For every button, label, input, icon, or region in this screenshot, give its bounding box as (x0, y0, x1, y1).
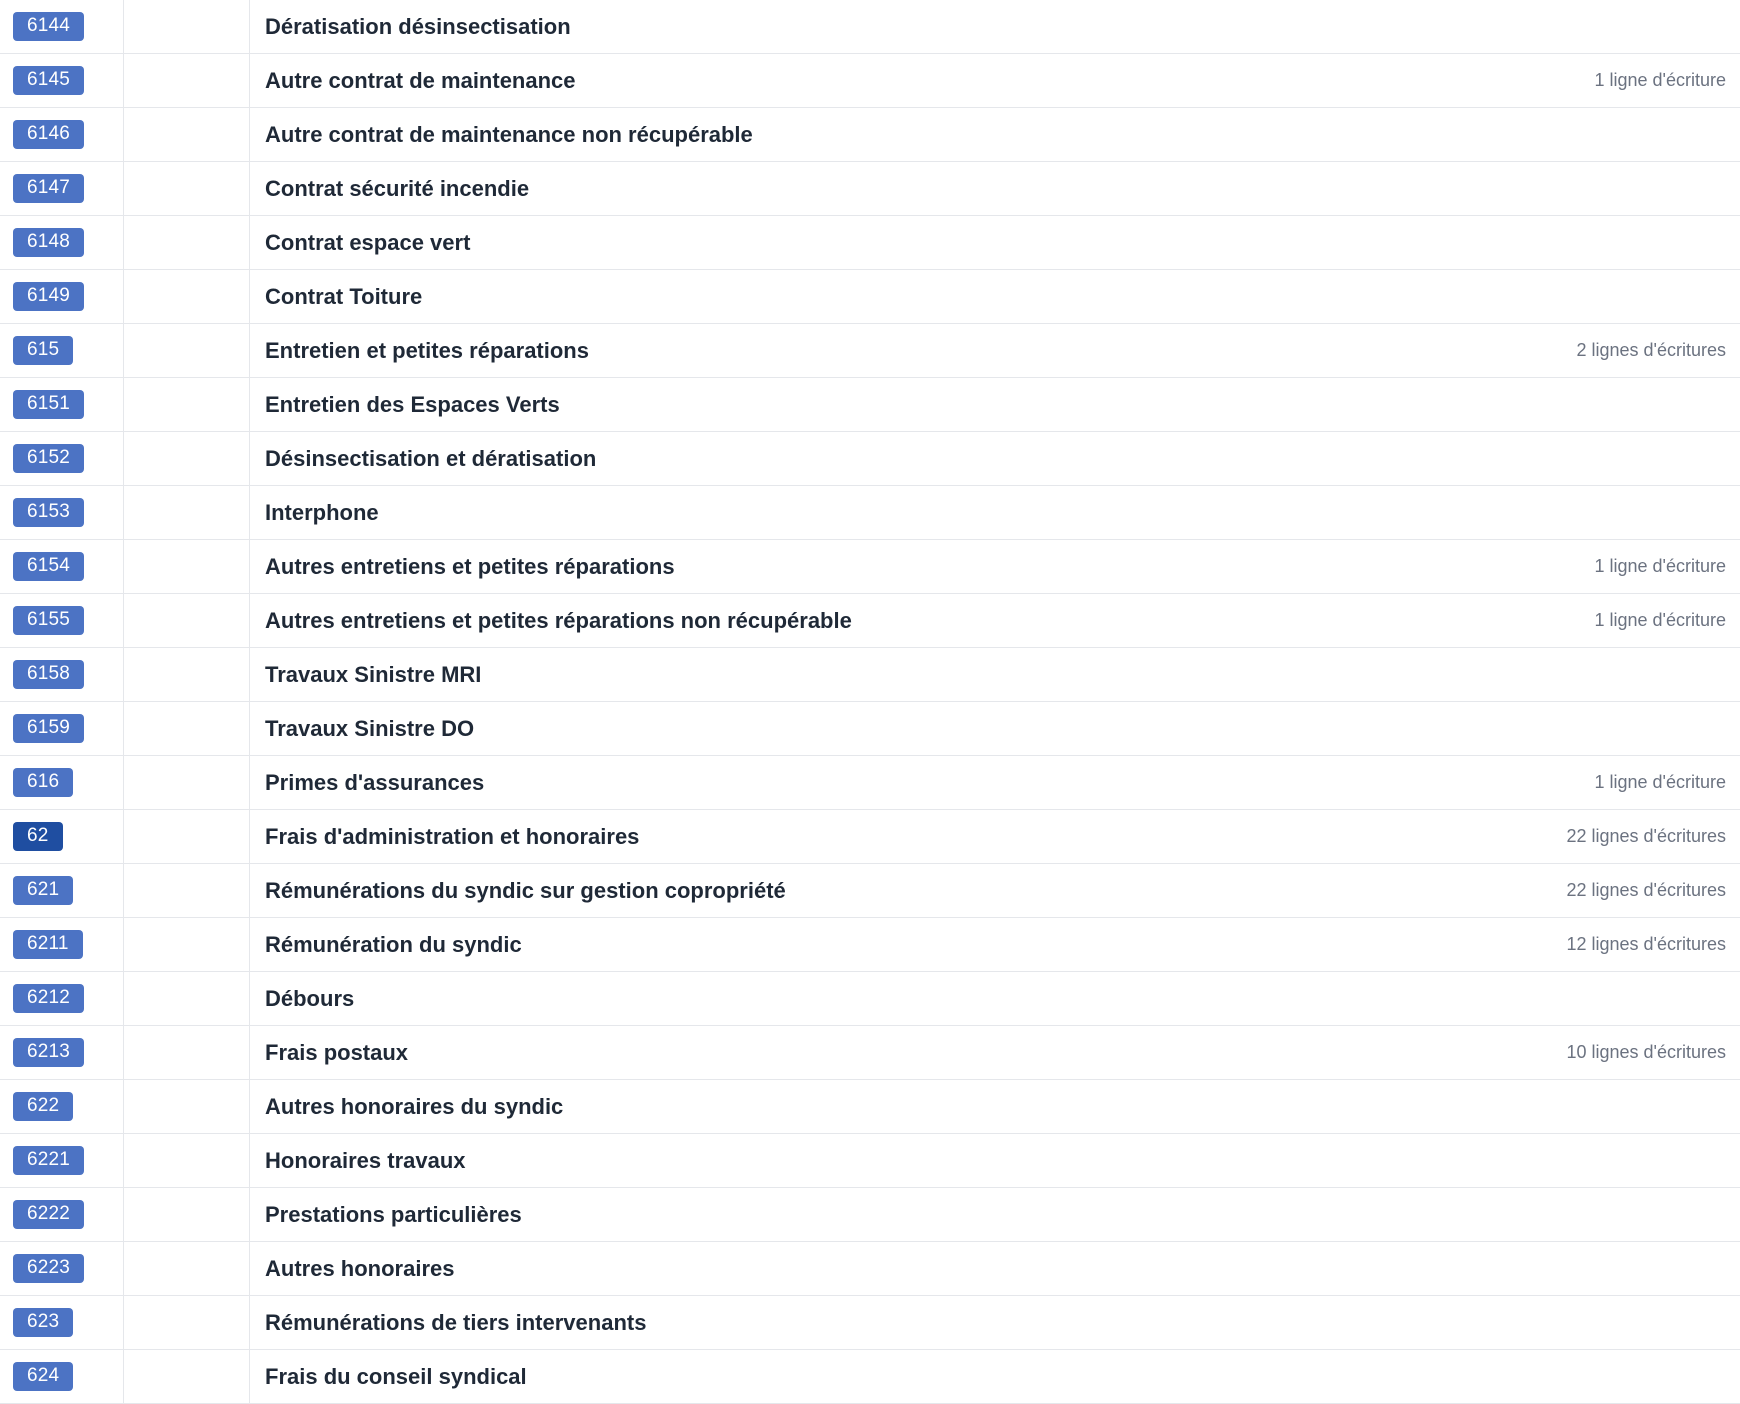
account-code-cell (0, 918, 124, 972)
account-label-cell (250, 108, 1427, 162)
empty-cell (124, 0, 250, 54)
account-label-cell (250, 864, 1427, 918)
account-code-badge: 6155 (13, 606, 84, 635)
account-code-badge: 6151 (13, 390, 84, 419)
account-label-cell (250, 1080, 1427, 1134)
account-row[interactable] (0, 54, 1740, 108)
account-code-badge: 6148 (13, 228, 84, 257)
account-code-badge: 6146 (13, 120, 84, 149)
account-code-badge: 6147 (13, 174, 84, 203)
account-label-cell (250, 972, 1427, 1026)
account-code-cell (0, 594, 124, 648)
account-row[interactable] (0, 324, 1740, 378)
entries-count-cell (1426, 0, 1740, 54)
account-label-cell (250, 324, 1427, 378)
account-label: Primes d'assurances (265, 769, 485, 795)
account-row[interactable] (0, 972, 1740, 1026)
account-code-badge: 616 (13, 768, 73, 797)
entries-count-cell (1426, 540, 1740, 594)
empty-cell (124, 324, 250, 378)
account-label: Travaux Sinistre DO (265, 715, 475, 741)
entries-count: 1 ligne d'écriture (1594, 556, 1726, 576)
entries-count-cell (1426, 648, 1740, 702)
account-code-cell (0, 1296, 124, 1350)
empty-cell (124, 1188, 250, 1242)
account-label-cell (250, 432, 1427, 486)
account-label: Travaux Sinistre MRI (265, 661, 482, 687)
entries-count: 1 ligne d'écriture (1594, 610, 1726, 630)
account-label-cell (250, 486, 1427, 540)
empty-cell (124, 1026, 250, 1080)
account-label-cell (250, 378, 1427, 432)
empty-cell (124, 162, 250, 216)
account-code-badge: 6158 (13, 660, 84, 689)
account-label-cell (250, 54, 1427, 108)
account-label-cell (250, 1242, 1427, 1296)
account-code-badge: 6159 (13, 714, 84, 743)
account-code-cell (0, 1350, 124, 1404)
empty-cell (124, 1134, 250, 1188)
account-code-cell (0, 162, 124, 216)
account-code-badge: 6222 (13, 1200, 84, 1229)
account-label-cell (250, 1188, 1427, 1242)
account-code-badge: 6211 (13, 930, 83, 959)
empty-cell (124, 270, 250, 324)
account-label: Frais d'administration et honoraires (265, 823, 640, 849)
account-code-badge: 6152 (13, 444, 84, 473)
account-row[interactable] (0, 864, 1740, 918)
account-row[interactable] (0, 594, 1740, 648)
empty-cell (124, 972, 250, 1026)
entries-count-cell (1426, 1134, 1740, 1188)
account-label: Rémunérations de tiers intervenants (265, 1309, 647, 1335)
account-label-cell (250, 216, 1427, 270)
account-label: Rémunération du syndic (265, 931, 522, 957)
entries-count-cell (1426, 1026, 1740, 1080)
empty-cell (124, 648, 250, 702)
account-code-badge: 6213 (13, 1038, 84, 1067)
account-row[interactable] (0, 1080, 1740, 1134)
account-label-cell (250, 1350, 1427, 1404)
entries-count-cell (1426, 1350, 1740, 1404)
account-code-cell (0, 108, 124, 162)
entries-count: 1 ligne d'écriture (1594, 70, 1726, 90)
account-code-badge: 6153 (13, 498, 84, 527)
account-label: Contrat sécurité incendie (265, 175, 530, 201)
entries-count-cell (1426, 486, 1740, 540)
account-row[interactable] (0, 918, 1740, 972)
account-row[interactable] (0, 432, 1740, 486)
entries-count-cell (1426, 918, 1740, 972)
empty-cell (124, 864, 250, 918)
empty-cell (124, 216, 250, 270)
entries-count-cell (1426, 702, 1740, 756)
account-row[interactable] (0, 1026, 1740, 1080)
empty-cell (124, 1242, 250, 1296)
entries-count-cell (1426, 108, 1740, 162)
account-label: Débours (265, 985, 355, 1011)
entries-count-cell (1426, 972, 1740, 1026)
entries-count-cell (1426, 594, 1740, 648)
account-code-badge: 615 (13, 336, 73, 365)
account-row[interactable] (0, 1242, 1740, 1296)
account-code-cell (0, 54, 124, 108)
account-row[interactable] (0, 1188, 1740, 1242)
entries-count-cell (1426, 216, 1740, 270)
account-code-badge: 6145 (13, 66, 84, 95)
account-code-cell (0, 0, 124, 54)
account-label-cell (250, 1296, 1427, 1350)
account-label-cell (250, 0, 1427, 54)
account-code-badge: 6144 (13, 12, 84, 41)
entries-count-cell (1426, 324, 1740, 378)
account-row[interactable] (0, 1134, 1740, 1188)
account-code-badge: 6221 (13, 1146, 84, 1175)
entries-count: 10 lignes d'écritures (1566, 1042, 1726, 1062)
account-label: Prestations particulières (265, 1201, 522, 1227)
account-row[interactable] (0, 0, 1740, 54)
account-code-cell (0, 378, 124, 432)
account-label: Rémunérations du syndic sur gestion copropriété (265, 877, 786, 903)
empty-cell (124, 54, 250, 108)
account-label: Autre contrat de maintenance non récupérable (265, 121, 753, 147)
entries-count-cell (1426, 864, 1740, 918)
account-label-cell (250, 594, 1427, 648)
account-label: Autre contrat de maintenance (265, 67, 576, 93)
account-code-badge: 6149 (13, 282, 84, 311)
empty-cell (124, 756, 250, 810)
entries-count: 2 lignes d'écritures (1576, 340, 1726, 360)
entries-count: 22 lignes d'écritures (1566, 826, 1726, 846)
account-label: Frais postaux (265, 1039, 409, 1065)
entries-count-cell (1426, 54, 1740, 108)
empty-cell (124, 378, 250, 432)
account-label: Entretien et petites réparations (265, 337, 589, 363)
account-label: Contrat espace vert (265, 229, 471, 255)
account-label-cell (250, 810, 1427, 864)
empty-cell (124, 108, 250, 162)
account-code-badge: 621 (13, 876, 73, 905)
account-code-cell (0, 1242, 124, 1296)
empty-cell (124, 810, 250, 864)
account-code-cell (0, 1080, 124, 1134)
account-code-cell (0, 702, 124, 756)
account-code-cell (0, 1188, 124, 1242)
empty-cell (124, 918, 250, 972)
account-label-cell (250, 1026, 1427, 1080)
entries-count-cell (1426, 1080, 1740, 1134)
entries-count-cell (1426, 270, 1740, 324)
entries-count-cell (1426, 162, 1740, 216)
account-label: Entretien des Espaces Verts (265, 391, 560, 417)
account-row[interactable] (0, 162, 1740, 216)
account-code-cell (0, 1026, 124, 1080)
account-label: Contrat Toiture (265, 283, 423, 309)
account-row[interactable] (0, 486, 1740, 540)
account-code-cell (0, 270, 124, 324)
account-code-cell (0, 1134, 124, 1188)
account-label-cell (250, 162, 1427, 216)
entries-count-cell (1426, 378, 1740, 432)
account-row[interactable] (0, 378, 1740, 432)
account-label-cell (250, 540, 1427, 594)
account-row[interactable] (0, 1296, 1740, 1350)
account-label-cell (250, 270, 1427, 324)
account-code-badge: 622 (13, 1092, 73, 1121)
account-row[interactable] (0, 540, 1740, 594)
entries-count-cell (1426, 756, 1740, 810)
empty-cell (124, 540, 250, 594)
account-code-cell (0, 864, 124, 918)
empty-cell (124, 594, 250, 648)
account-code-cell (0, 972, 124, 1026)
account-code-cell (0, 324, 124, 378)
account-label-cell (250, 1134, 1427, 1188)
empty-cell (124, 1080, 250, 1134)
account-row[interactable] (0, 1350, 1740, 1404)
entries-count: 1 ligne d'écriture (1594, 772, 1726, 792)
account-code-badge: 624 (13, 1362, 73, 1391)
entries-count-cell (1426, 1242, 1740, 1296)
account-code-cell (0, 216, 124, 270)
account-label-cell (250, 648, 1427, 702)
account-row[interactable] (0, 756, 1740, 810)
account-row[interactable] (0, 216, 1740, 270)
account-label: Autres honoraires du syndic (265, 1093, 564, 1119)
entries-count: 12 lignes d'écritures (1566, 934, 1726, 954)
account-label: Dératisation désinsectisation (265, 13, 571, 39)
account-label: Autres entretiens et petites réparations (265, 553, 675, 579)
account-code-cell (0, 486, 124, 540)
account-row[interactable] (0, 648, 1740, 702)
empty-cell (124, 1296, 250, 1350)
account-code-cell (0, 540, 124, 594)
empty-cell (124, 702, 250, 756)
empty-cell (124, 486, 250, 540)
entries-count-cell (1426, 1188, 1740, 1242)
empty-cell (124, 432, 250, 486)
account-label: Frais du conseil syndical (265, 1363, 527, 1389)
account-label-cell (250, 918, 1427, 972)
account-code-badge: 62 (13, 822, 63, 851)
account-label-cell (250, 756, 1427, 810)
entries-count: 22 lignes d'écritures (1566, 880, 1726, 900)
account-label-cell (250, 702, 1427, 756)
account-code-badge: 623 (13, 1308, 73, 1337)
account-label: Désinsectisation et dératisation (265, 445, 597, 471)
account-code-cell (0, 810, 124, 864)
empty-cell (124, 1350, 250, 1404)
account-label: Autres entretiens et petites réparations non récupérable (265, 607, 852, 633)
account-code-badge: 6212 (13, 984, 84, 1013)
account-code-badge: 6223 (13, 1254, 84, 1283)
entries-count-cell (1426, 810, 1740, 864)
account-row[interactable] (0, 702, 1740, 756)
account-code-cell (0, 648, 124, 702)
account-row[interactable] (0, 108, 1740, 162)
account-label: Autres honoraires (265, 1255, 455, 1281)
account-row[interactable] (0, 270, 1740, 324)
account-code-cell (0, 756, 124, 810)
account-code-badge: 6154 (13, 552, 84, 581)
account-label: Interphone (265, 499, 379, 525)
account-code-cell (0, 432, 124, 486)
account-label: Honoraires travaux (265, 1147, 466, 1173)
entries-count-cell (1426, 1296, 1740, 1350)
entries-count-cell (1426, 432, 1740, 486)
account-row[interactable] (0, 810, 1740, 864)
